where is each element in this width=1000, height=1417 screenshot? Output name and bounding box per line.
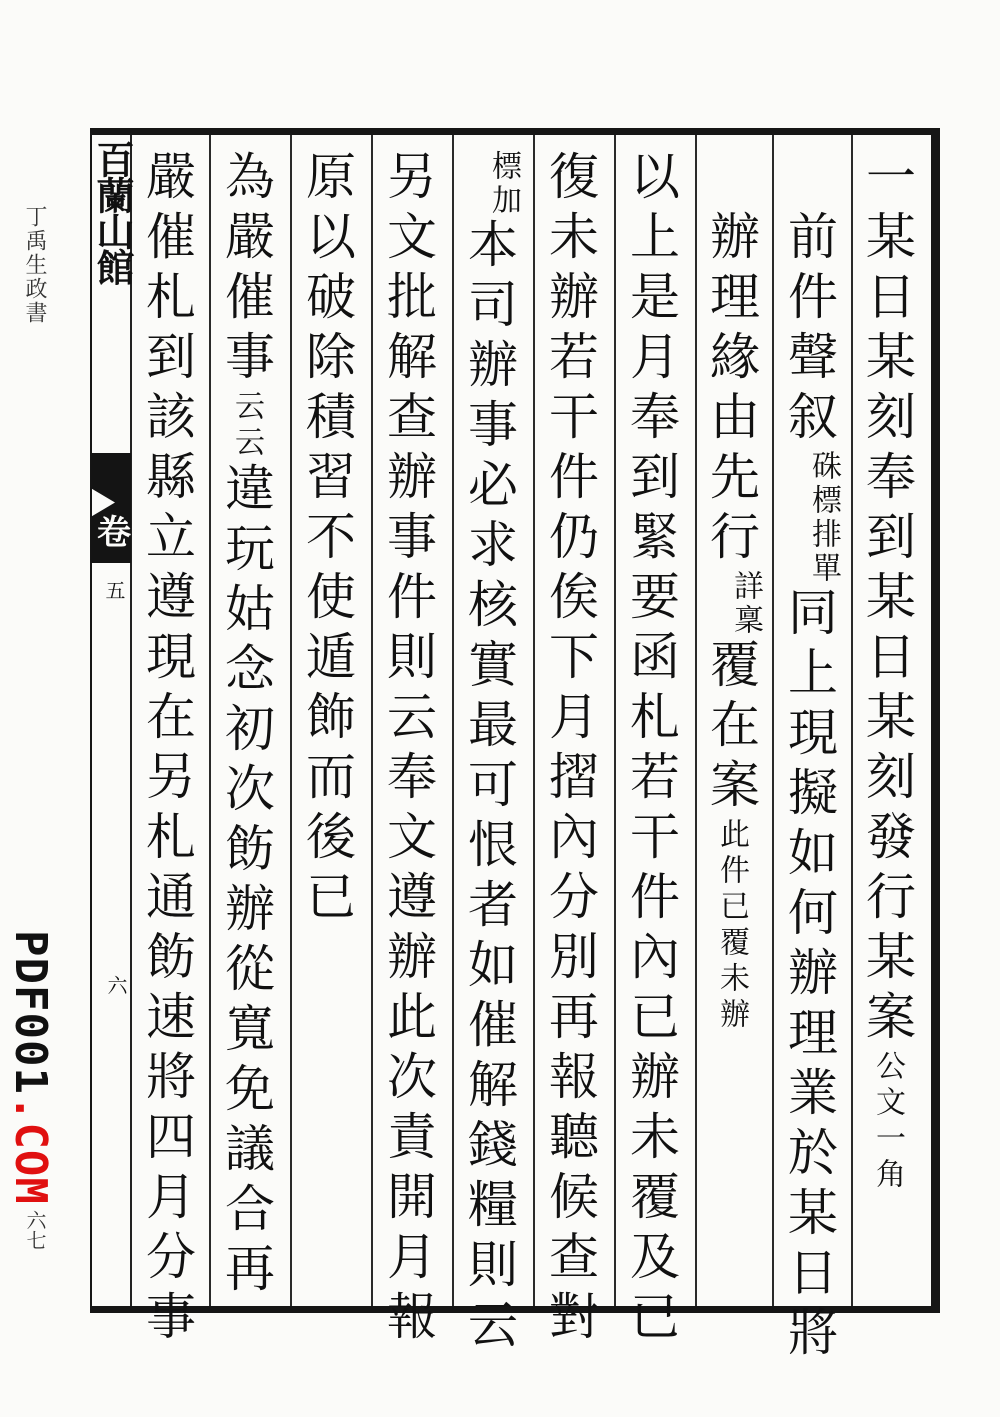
dual-note	[728, 570, 763, 638]
dual-note-left: 硃標	[806, 450, 841, 518]
spine-column	[90, 135, 135, 1306]
column-rule	[695, 135, 697, 1306]
fold-note-volume: 五	[102, 580, 126, 600]
column-rule	[533, 135, 535, 1306]
column-text: 一某日某刻奉到某日某刻發行某案	[858, 150, 916, 1050]
text-column-3	[702, 210, 763, 1034]
column-rule	[614, 135, 616, 1306]
column-text: 本司辦事必求核實最可恨者如催解錢糧則云	[460, 218, 518, 1358]
column-text: 嚴催札到該縣立遵現在另札通飭速將四月分事	[138, 150, 196, 1350]
column-small-text: 公文一角	[870, 1050, 905, 1194]
column-text: 復未辦若干件仍俟下月摺內分別再報聽候查對	[541, 150, 599, 1350]
text-column-5	[541, 150, 599, 1350]
text-column-10	[138, 150, 196, 1350]
column-rule	[290, 135, 292, 1306]
watermark	[6, 930, 56, 1205]
column-text: 另文批解查辦事件則云奉文遵辦此次責開月報	[379, 150, 437, 1350]
text-column-8	[298, 150, 356, 930]
dual-note-left: 標	[486, 150, 521, 184]
text-column-7	[379, 150, 437, 1350]
column-rule	[452, 135, 454, 1306]
fishtail-char: 卷	[97, 513, 131, 553]
column-rule	[371, 135, 373, 1306]
column-text: 違玩姑念初次飭辦從寬免議合再	[217, 462, 275, 1302]
column-text: 前件聲叙	[780, 210, 838, 450]
column-text: 以上是月奉到緊要函札若干件內已辦未覆及已	[622, 150, 680, 1350]
watermark-dark: PDF001	[5, 930, 56, 1095]
page-number: 一六七	[23, 1190, 47, 1250]
column-rule	[772, 135, 774, 1306]
column-text: 辦理緣由先行	[702, 210, 760, 570]
column-text: 為嚴催事	[217, 150, 275, 390]
text-column-6	[460, 150, 521, 1358]
column-text: 原以破除積習不使遁飾而後已	[298, 150, 356, 930]
book-title: 丁禹生政書	[22, 205, 47, 325]
dual-note-right: 排單	[806, 518, 841, 586]
column-rule	[209, 135, 211, 1306]
column-text: 同上現擬如何辦理業於某日將	[780, 586, 838, 1366]
column-text: 覆在案	[702, 638, 760, 818]
dual-note-left: 詳	[728, 570, 763, 604]
dual-note-right: 稟	[728, 604, 763, 638]
watermark-red: .COM	[5, 1094, 56, 1205]
text-column-1	[858, 150, 916, 1194]
column-rule	[851, 135, 853, 1306]
column-small-text: 云云	[229, 390, 264, 462]
text-column-2	[780, 210, 841, 1366]
text-column-4	[622, 150, 680, 1350]
dual-note	[486, 150, 521, 218]
dual-note	[806, 450, 841, 586]
fold-note-page: 六	[104, 975, 128, 995]
spine-title: 百蘭山館	[90, 140, 135, 284]
dual-note-right: 加	[486, 184, 521, 218]
column-small-text: 此件已覆未辦	[714, 818, 749, 1034]
text-column-9	[217, 150, 275, 1302]
